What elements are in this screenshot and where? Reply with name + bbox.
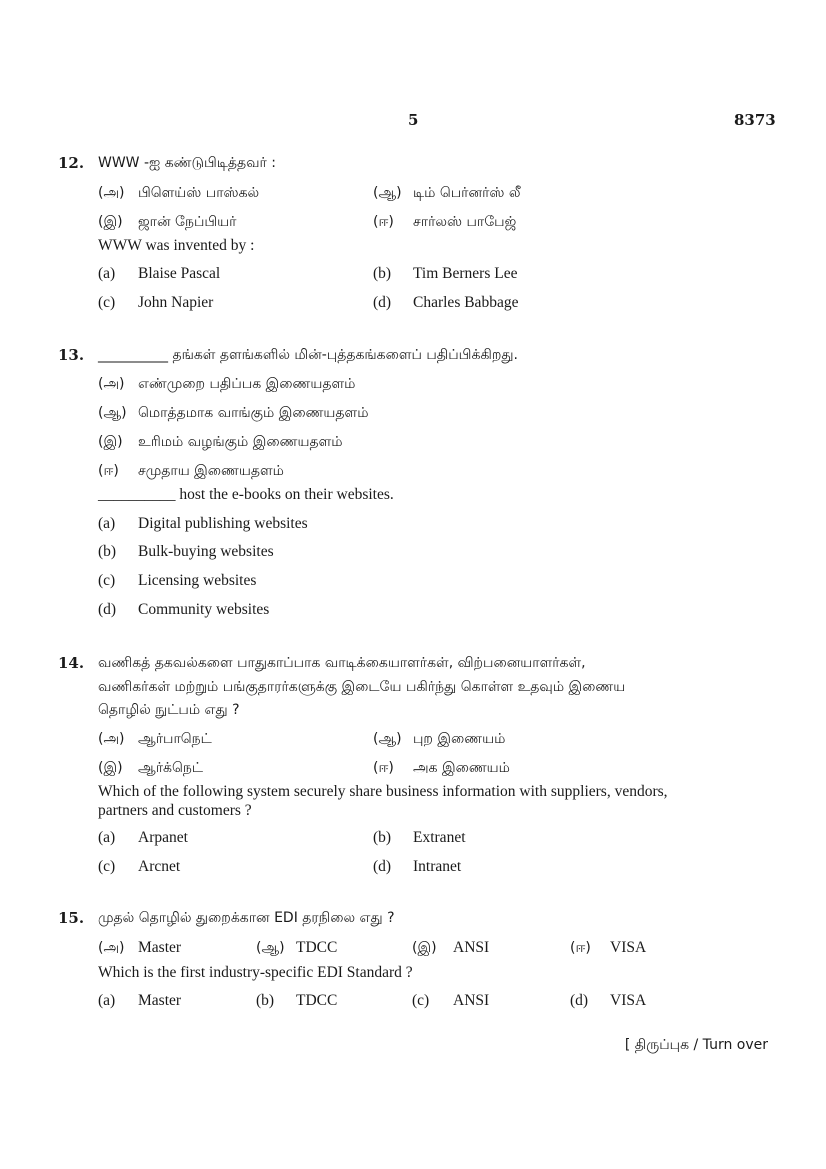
- option-label: (c): [98, 858, 116, 875]
- option-label: (a): [98, 265, 116, 282]
- option-text: TDCC: [296, 992, 338, 1009]
- question-text-tamil-line: வணிகத் தகவல்களை பாதுகாப்பாக வாடிக்கையாளர்கள், விற்பனையாளர்கள்,: [98, 655, 586, 671]
- option-text: Master: [138, 992, 182, 1009]
- option-text: VISA: [610, 939, 647, 956]
- option-text: எண்முறை பதிப்பக இணையதளம்: [138, 376, 356, 392]
- option-label: (c): [98, 294, 116, 311]
- question-text-english: WWW was invented by :: [98, 237, 255, 254]
- option-label: (அ): [98, 185, 125, 201]
- option-label: (a): [98, 515, 116, 532]
- option-text: Digital publishing websites: [138, 515, 308, 532]
- option-label: (அ): [98, 376, 125, 392]
- turn-over-note: [ திருப்புக / Turn over: [624, 1037, 768, 1053]
- option-text: ANSI: [453, 939, 490, 956]
- option-label: (d): [570, 992, 589, 1009]
- question-text-tamil-line: தொழில் நுட்பம் எது ?: [98, 702, 240, 718]
- option-text: Bulk-buying websites: [138, 543, 274, 560]
- option-text: மொத்தமாக வாங்கும் இணையதளம்: [138, 405, 369, 421]
- question-number: 12.: [58, 154, 85, 172]
- question-text-english-line: partners and customers ?: [98, 802, 252, 819]
- option-text: ANSI: [453, 992, 490, 1009]
- option-text: Intranet: [413, 858, 462, 875]
- option-label: (b): [98, 543, 117, 560]
- question-number: 15.: [58, 909, 85, 927]
- option-text: VISA: [610, 992, 647, 1009]
- option-text: பிளெய்ஸ் பாஸ்கல்: [138, 185, 260, 201]
- option-label: (இ): [412, 940, 437, 956]
- option-text: Licensing websites: [138, 572, 257, 589]
- option-label: (b): [373, 829, 392, 846]
- option-text: அக இணையம்: [413, 760, 510, 776]
- option-label: (இ): [98, 434, 123, 450]
- question-text-tamil: முதல் தொழில் துறைக்கான EDI தரநிலை எது ?: [98, 910, 395, 926]
- option-text: Tim Berners Lee: [413, 265, 518, 282]
- option-text: ஆர்க்நெட்: [138, 760, 203, 776]
- option-label: (a): [98, 992, 116, 1009]
- option-label: (c): [98, 572, 116, 589]
- option-text: ஆர்பாநெட்: [138, 731, 212, 747]
- option-label: (ஆ): [373, 731, 402, 747]
- question-text-tamil: WWW -ஐ கண்டுபிடித்தவர் :: [98, 155, 277, 171]
- option-text: புற இணையம்: [413, 731, 506, 747]
- option-text: Arpanet: [138, 829, 188, 846]
- option-label: (ஈ): [373, 214, 394, 230]
- option-text: Community websites: [138, 601, 270, 618]
- option-label: (ஈ): [373, 760, 394, 776]
- option-text: டிம் பெர்னர்ஸ் லீ: [413, 185, 521, 201]
- option-text: ஜான் நேப்பியர்: [138, 214, 237, 230]
- page-number: 5: [408, 111, 419, 129]
- option-label: (ஆ): [98, 405, 127, 421]
- option-label: (ஆ): [373, 185, 402, 201]
- option-label: (ஆ): [256, 940, 285, 956]
- option-text: சார்லஸ் பாபேஜ்: [413, 214, 517, 230]
- option-text: TDCC: [296, 939, 338, 956]
- option-label: (இ): [98, 214, 123, 230]
- option-label: (அ): [98, 940, 125, 956]
- option-label: (ஈ): [98, 463, 119, 479]
- question-text-english: Which is the first industry-specific EDI Standard ?: [98, 964, 413, 981]
- option-label: (d): [98, 601, 117, 618]
- option-label: (b): [373, 265, 392, 282]
- question-number: 13.: [58, 346, 85, 364]
- option-text: Master: [138, 939, 182, 956]
- option-label: (இ): [98, 760, 123, 776]
- option-text: உரிமம் வழங்கும் இணையதளம்: [138, 434, 343, 450]
- option-label: (c): [412, 992, 430, 1009]
- option-text: சமுதாய இணையதளம்: [138, 463, 284, 479]
- question-text-english-line: Which of the following system securely share business information with suppliers, vendors,: [98, 783, 668, 800]
- question-number: 14.: [58, 654, 85, 672]
- option-text: Extranet: [413, 829, 466, 846]
- option-text: Blaise Pascal: [138, 265, 221, 282]
- option-label: (b): [256, 992, 275, 1009]
- option-label: (ஈ): [570, 940, 591, 956]
- option-label: (d): [373, 294, 392, 311]
- option-text: John Napier: [138, 294, 214, 311]
- option-label: (d): [373, 858, 392, 875]
- option-label: (அ): [98, 731, 125, 747]
- paper-code: 8373: [734, 111, 776, 129]
- question-text-tamil-line: வணிகர்கள் மற்றும் பங்குதாரர்களுக்கு இடையே பகிர்ந்து கொள்ள உதவும் இணைய: [98, 679, 626, 695]
- option-text: Arcnet: [138, 858, 181, 875]
- question-text-english: __________ host the e-books on their websites.: [98, 486, 394, 503]
- option-text: Charles Babbage: [413, 294, 519, 311]
- question-text-tamil: __________ தங்கள் தளங்களில் மின்-புத்தகங்களைப் பதிப்பிக்கிறது.: [98, 347, 518, 363]
- option-label: (a): [98, 829, 116, 846]
